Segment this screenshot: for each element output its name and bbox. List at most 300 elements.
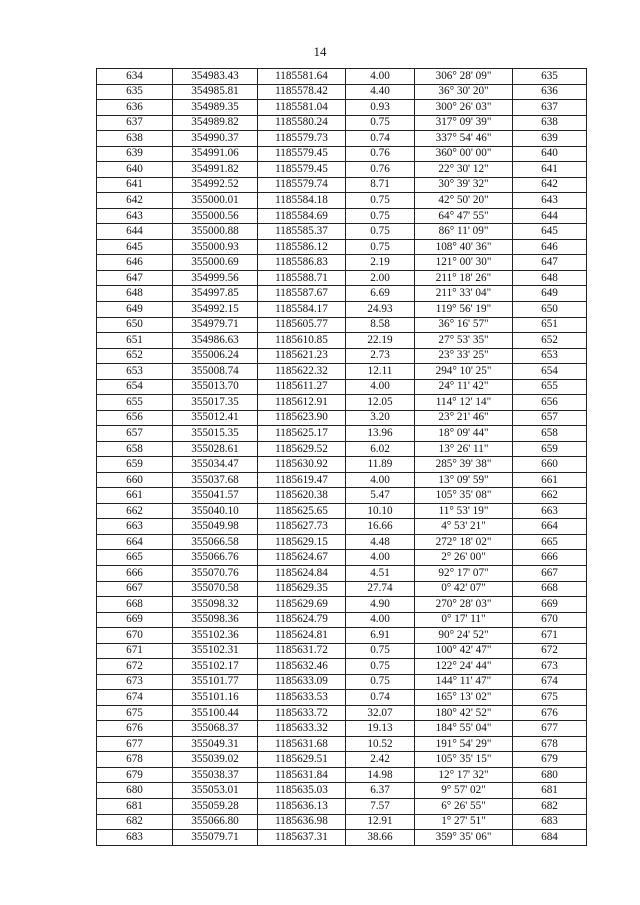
bearing-cell: 180° 42' 52" <box>415 705 513 721</box>
distance-cell: 2.00 <box>346 270 415 286</box>
next-point-cell: 682 <box>513 798 587 814</box>
distance-cell: 0.75 <box>346 674 415 690</box>
next-point-cell: 645 <box>513 224 587 240</box>
point-number-cell: 681 <box>97 798 173 814</box>
y-coordinate-cell: 1185632.46 <box>258 659 346 675</box>
y-coordinate-cell: 1185581.04 <box>258 100 346 116</box>
x-coordinate-cell: 355070.58 <box>173 581 258 597</box>
distance-cell: 6.69 <box>346 286 415 302</box>
table-row <box>97 115 587 131</box>
next-point-cell: 651 <box>513 317 587 333</box>
next-point-cell: 638 <box>513 115 587 131</box>
y-coordinate-cell: 1185629.51 <box>258 752 346 768</box>
table-row <box>97 410 587 426</box>
point-number-cell: 659 <box>97 457 173 473</box>
bearing-cell: 359° 35' 06" <box>415 830 513 846</box>
distance-cell: 27.74 <box>346 581 415 597</box>
next-point-cell: 670 <box>513 612 587 628</box>
point-number-cell: 641 <box>97 177 173 193</box>
bearing-cell: 270° 28' 03" <box>415 597 513 613</box>
point-number-cell: 667 <box>97 581 173 597</box>
x-coordinate-cell: 355059.28 <box>173 798 258 814</box>
table-row <box>97 301 587 317</box>
point-number-cell: 650 <box>97 317 173 333</box>
bearing-cell: 121° 00' 30" <box>415 255 513 271</box>
table-row <box>97 193 587 209</box>
y-coordinate-cell: 1185625.17 <box>258 426 346 442</box>
x-coordinate-cell: 354985.81 <box>173 84 258 100</box>
distance-cell: 7.57 <box>346 798 415 814</box>
y-coordinate-cell: 1185586.83 <box>258 255 346 271</box>
distance-cell: 0.75 <box>346 643 415 659</box>
point-number-cell: 649 <box>97 301 173 317</box>
next-point-cell: 635 <box>513 69 587 85</box>
bearing-cell: 211° 18' 26" <box>415 270 513 286</box>
x-coordinate-cell: 355101.16 <box>173 690 258 706</box>
bearing-cell: 272° 18' 02" <box>415 534 513 550</box>
table-row <box>97 162 587 178</box>
y-coordinate-cell: 1185579.45 <box>258 146 346 162</box>
y-coordinate-cell: 1185624.79 <box>258 612 346 628</box>
table-row <box>97 767 587 783</box>
table-row <box>97 333 587 349</box>
bearing-cell: 6° 26' 55" <box>415 798 513 814</box>
distance-cell: 2.19 <box>346 255 415 271</box>
next-point-cell: 671 <box>513 628 587 644</box>
table-row <box>97 84 587 100</box>
x-coordinate-cell: 355037.68 <box>173 472 258 488</box>
x-coordinate-cell: 354979.71 <box>173 317 258 333</box>
distance-cell: 0.75 <box>346 115 415 131</box>
point-number-cell: 634 <box>97 69 173 85</box>
x-coordinate-cell: 355000.01 <box>173 193 258 209</box>
distance-cell: 12.11 <box>346 364 415 380</box>
point-number-cell: 656 <box>97 410 173 426</box>
distance-cell: 11.89 <box>346 457 415 473</box>
table-row <box>97 597 587 613</box>
point-number-cell: 662 <box>97 503 173 519</box>
point-number-cell: 655 <box>97 395 173 411</box>
bearing-cell: 64° 47' 55" <box>415 208 513 224</box>
distance-cell: 4.40 <box>346 84 415 100</box>
distance-cell: 8.58 <box>346 317 415 333</box>
distance-cell: 6.37 <box>346 783 415 799</box>
table-row <box>97 146 587 162</box>
point-number-cell: 647 <box>97 270 173 286</box>
bearing-cell: 122° 24' 44" <box>415 659 513 675</box>
point-number-cell: 645 <box>97 239 173 255</box>
table-row <box>97 441 587 457</box>
next-point-cell: 662 <box>513 488 587 504</box>
bearing-cell: 42° 50' 20" <box>415 193 513 209</box>
distance-cell: 0.74 <box>346 690 415 706</box>
bearing-cell: 90° 24' 52" <box>415 628 513 644</box>
bearing-cell: 36° 16' 57" <box>415 317 513 333</box>
table-row <box>97 426 587 442</box>
x-coordinate-cell: 355015.35 <box>173 426 258 442</box>
point-number-cell: 677 <box>97 736 173 752</box>
y-coordinate-cell: 1185627.73 <box>258 519 346 535</box>
distance-cell: 4.00 <box>346 69 415 85</box>
point-number-cell: 676 <box>97 721 173 737</box>
point-number-cell: 635 <box>97 84 173 100</box>
point-number-cell: 648 <box>97 286 173 302</box>
distance-cell: 10.10 <box>346 503 415 519</box>
bearing-cell: 211° 33' 04" <box>415 286 513 302</box>
next-point-cell: 677 <box>513 721 587 737</box>
point-number-cell: 663 <box>97 519 173 535</box>
x-coordinate-cell: 354992.52 <box>173 177 258 193</box>
next-point-cell: 656 <box>513 395 587 411</box>
next-point-cell: 642 <box>513 177 587 193</box>
table-row <box>97 581 587 597</box>
point-number-cell: 683 <box>97 830 173 846</box>
bearing-cell: 300° 26' 03" <box>415 100 513 116</box>
distance-cell: 0.75 <box>346 239 415 255</box>
y-coordinate-cell: 1185635.03 <box>258 783 346 799</box>
bearing-cell: 9° 57' 02" <box>415 783 513 799</box>
x-coordinate-cell: 355012.41 <box>173 410 258 426</box>
point-number-cell: 658 <box>97 441 173 457</box>
distance-cell: 12.91 <box>346 814 415 830</box>
next-point-cell: 641 <box>513 162 587 178</box>
next-point-cell: 639 <box>513 131 587 147</box>
table-row <box>97 814 587 830</box>
bearing-cell: 13° 09' 59" <box>415 472 513 488</box>
x-coordinate-cell: 355049.98 <box>173 519 258 535</box>
bearing-cell: 86° 11' 09" <box>415 224 513 240</box>
point-number-cell: 679 <box>97 767 173 783</box>
next-point-cell: 660 <box>513 457 587 473</box>
point-number-cell: 653 <box>97 364 173 380</box>
distance-cell: 0.75 <box>346 193 415 209</box>
x-coordinate-cell: 355070.76 <box>173 566 258 582</box>
bearing-cell: 23° 33' 25" <box>415 348 513 364</box>
x-coordinate-cell: 354989.35 <box>173 100 258 116</box>
y-coordinate-cell: 1185585.37 <box>258 224 346 240</box>
table-row <box>97 69 587 85</box>
table-row <box>97 472 587 488</box>
y-coordinate-cell: 1185588.71 <box>258 270 346 286</box>
y-coordinate-cell: 1185633.32 <box>258 721 346 737</box>
table-row <box>97 643 587 659</box>
table-row <box>97 255 587 271</box>
next-point-cell: 647 <box>513 255 587 271</box>
point-number-cell: 657 <box>97 426 173 442</box>
bearing-cell: 4° 53' 21" <box>415 519 513 535</box>
next-point-cell: 657 <box>513 410 587 426</box>
next-point-cell: 640 <box>513 146 587 162</box>
x-coordinate-cell: 355066.80 <box>173 814 258 830</box>
next-point-cell: 683 <box>513 814 587 830</box>
x-coordinate-cell: 354991.06 <box>173 146 258 162</box>
distance-cell: 3.20 <box>346 410 415 426</box>
next-point-cell: 679 <box>513 752 587 768</box>
bearing-cell: 317° 09' 39" <box>415 115 513 131</box>
x-coordinate-cell: 355068.37 <box>173 721 258 737</box>
x-coordinate-cell: 355102.17 <box>173 659 258 675</box>
table-row <box>97 488 587 504</box>
next-point-cell: 681 <box>513 783 587 799</box>
table-row <box>97 550 587 566</box>
point-number-cell: 672 <box>97 659 173 675</box>
next-point-cell: 637 <box>513 100 587 116</box>
next-point-cell: 649 <box>513 286 587 302</box>
distance-cell: 4.90 <box>346 597 415 613</box>
x-coordinate-cell: 354997.85 <box>173 286 258 302</box>
point-number-cell: 638 <box>97 131 173 147</box>
x-coordinate-cell: 354991.82 <box>173 162 258 178</box>
table-row <box>97 705 587 721</box>
y-coordinate-cell: 1185629.69 <box>258 597 346 613</box>
next-point-cell: 676 <box>513 705 587 721</box>
distance-cell: 2.42 <box>346 752 415 768</box>
x-coordinate-cell: 355098.36 <box>173 612 258 628</box>
y-coordinate-cell: 1185624.67 <box>258 550 346 566</box>
bearing-cell: 22° 30' 12" <box>415 162 513 178</box>
point-number-cell: 665 <box>97 550 173 566</box>
page-number: 14 <box>313 44 327 59</box>
bearing-cell: 23° 21' 46" <box>415 410 513 426</box>
table-row <box>97 224 587 240</box>
next-point-cell: 678 <box>513 736 587 752</box>
point-number-cell: 664 <box>97 534 173 550</box>
distance-cell: 13.96 <box>346 426 415 442</box>
x-coordinate-cell: 355006.24 <box>173 348 258 364</box>
point-number-cell: 674 <box>97 690 173 706</box>
x-coordinate-cell: 355049.31 <box>173 736 258 752</box>
y-coordinate-cell: 1185586.12 <box>258 239 346 255</box>
distance-cell: 5.47 <box>346 488 415 504</box>
point-number-cell: 673 <box>97 674 173 690</box>
y-coordinate-cell: 1185578.42 <box>258 84 346 100</box>
y-coordinate-cell: 1185630.92 <box>258 457 346 473</box>
distance-cell: 4.00 <box>346 550 415 566</box>
y-coordinate-cell: 1185622.32 <box>258 364 346 380</box>
point-number-cell: 670 <box>97 628 173 644</box>
bearing-cell: 285° 39' 38" <box>415 457 513 473</box>
x-coordinate-cell: 355013.70 <box>173 379 258 395</box>
next-point-cell: 669 <box>513 597 587 613</box>
x-coordinate-cell: 355000.56 <box>173 208 258 224</box>
bearing-cell: 30° 39' 32" <box>415 177 513 193</box>
y-coordinate-cell: 1185621.23 <box>258 348 346 364</box>
y-coordinate-cell: 1185633.09 <box>258 674 346 690</box>
table-row <box>97 457 587 473</box>
table-row <box>97 317 587 333</box>
x-coordinate-cell: 355017.35 <box>173 395 258 411</box>
next-point-cell: 664 <box>513 519 587 535</box>
table-row <box>97 674 587 690</box>
x-coordinate-cell: 355038.37 <box>173 767 258 783</box>
next-point-cell: 673 <box>513 659 587 675</box>
bearing-cell: 27° 53' 35" <box>415 333 513 349</box>
distance-cell: 4.51 <box>346 566 415 582</box>
next-point-cell: 650 <box>513 301 587 317</box>
distance-cell: 0.74 <box>346 131 415 147</box>
bearing-cell: 184° 55' 04" <box>415 721 513 737</box>
x-coordinate-cell: 355098.32 <box>173 597 258 613</box>
next-point-cell: 680 <box>513 767 587 783</box>
bearing-cell: 108° 40' 36" <box>415 239 513 255</box>
next-point-cell: 652 <box>513 333 587 349</box>
table-row <box>97 690 587 706</box>
next-point-cell: 655 <box>513 379 587 395</box>
table-row <box>97 736 587 752</box>
y-coordinate-cell: 1185633.72 <box>258 705 346 721</box>
next-point-cell: 661 <box>513 472 587 488</box>
x-coordinate-cell: 355041.57 <box>173 488 258 504</box>
bearing-cell: 12° 17' 32" <box>415 767 513 783</box>
table-row <box>97 395 587 411</box>
distance-cell: 0.75 <box>346 208 415 224</box>
point-number-cell: 651 <box>97 333 173 349</box>
table-row <box>97 348 587 364</box>
table-row <box>97 131 587 147</box>
y-coordinate-cell: 1185633.53 <box>258 690 346 706</box>
next-point-cell: 653 <box>513 348 587 364</box>
y-coordinate-cell: 1185587.67 <box>258 286 346 302</box>
next-point-cell: 674 <box>513 674 587 690</box>
x-coordinate-cell: 355102.31 <box>173 643 258 659</box>
next-point-cell: 667 <box>513 566 587 582</box>
point-number-cell: 678 <box>97 752 173 768</box>
y-coordinate-cell: 1185581.64 <box>258 69 346 85</box>
bearing-cell: 13° 26' 11" <box>415 441 513 457</box>
y-coordinate-cell: 1185579.74 <box>258 177 346 193</box>
bearing-cell: 337° 54' 46" <box>415 131 513 147</box>
y-coordinate-cell: 1185631.68 <box>258 736 346 752</box>
distance-cell: 24.93 <box>346 301 415 317</box>
bearing-cell: 0° 17' 11" <box>415 612 513 628</box>
point-number-cell: 682 <box>97 814 173 830</box>
x-coordinate-cell: 355101.77 <box>173 674 258 690</box>
bearing-cell: 144° 11' 47" <box>415 674 513 690</box>
distance-cell: 0.75 <box>346 224 415 240</box>
point-number-cell: 671 <box>97 643 173 659</box>
next-point-cell: 663 <box>513 503 587 519</box>
next-point-cell: 668 <box>513 581 587 597</box>
y-coordinate-cell: 1185631.84 <box>258 767 346 783</box>
table-row <box>97 830 587 846</box>
y-coordinate-cell: 1185636.13 <box>258 798 346 814</box>
y-coordinate-cell: 1185629.52 <box>258 441 346 457</box>
bearing-cell: 165° 13' 02" <box>415 690 513 706</box>
x-coordinate-cell: 355008.74 <box>173 364 258 380</box>
bearing-cell: 114° 12' 14" <box>415 395 513 411</box>
next-point-cell: 675 <box>513 690 587 706</box>
y-coordinate-cell: 1185629.35 <box>258 581 346 597</box>
x-coordinate-cell: 354986.63 <box>173 333 258 349</box>
y-coordinate-cell: 1185579.45 <box>258 162 346 178</box>
distance-cell: 0.76 <box>346 162 415 178</box>
table-row <box>97 270 587 286</box>
distance-cell: 12.05 <box>346 395 415 411</box>
bearing-cell: 11° 53' 19" <box>415 503 513 519</box>
y-coordinate-cell: 1185629.15 <box>258 534 346 550</box>
distance-cell: 14.98 <box>346 767 415 783</box>
point-number-cell: 640 <box>97 162 173 178</box>
distance-cell: 2.73 <box>346 348 415 364</box>
y-coordinate-cell: 1185620.38 <box>258 488 346 504</box>
bearing-cell: 306° 28' 09" <box>415 69 513 85</box>
table-row <box>97 239 587 255</box>
distance-cell: 4.00 <box>346 612 415 628</box>
bearing-cell: 360° 00' 00" <box>415 146 513 162</box>
point-number-cell: 680 <box>97 783 173 799</box>
point-number-cell: 639 <box>97 146 173 162</box>
point-number-cell: 652 <box>97 348 173 364</box>
distance-cell: 19.13 <box>346 721 415 737</box>
x-coordinate-cell: 355053.01 <box>173 783 258 799</box>
x-coordinate-cell: 355039.02 <box>173 752 258 768</box>
table-row <box>97 519 587 535</box>
table-row <box>97 379 587 395</box>
x-coordinate-cell: 354992.15 <box>173 301 258 317</box>
x-coordinate-cell: 355100.44 <box>173 705 258 721</box>
point-number-cell: 636 <box>97 100 173 116</box>
table-row <box>97 177 587 193</box>
table-row <box>97 659 587 675</box>
next-point-cell: 654 <box>513 364 587 380</box>
bearing-cell: 18° 09' 44" <box>415 426 513 442</box>
x-coordinate-cell: 354989.82 <box>173 115 258 131</box>
point-number-cell: 660 <box>97 472 173 488</box>
table-row <box>97 721 587 737</box>
point-number-cell: 668 <box>97 597 173 613</box>
next-point-cell: 665 <box>513 534 587 550</box>
x-coordinate-cell: 355034.47 <box>173 457 258 473</box>
x-coordinate-cell: 355000.88 <box>173 224 258 240</box>
y-coordinate-cell: 1185584.69 <box>258 208 346 224</box>
point-number-cell: 675 <box>97 705 173 721</box>
table-row <box>97 100 587 116</box>
y-coordinate-cell: 1185584.17 <box>258 301 346 317</box>
bearing-cell: 1° 27' 51" <box>415 814 513 830</box>
bearing-cell: 105° 35' 15" <box>415 752 513 768</box>
bearing-cell: 100° 42' 47" <box>415 643 513 659</box>
distance-cell: 6.91 <box>346 628 415 644</box>
point-number-cell: 669 <box>97 612 173 628</box>
y-coordinate-cell: 1185623.90 <box>258 410 346 426</box>
point-number-cell: 646 <box>97 255 173 271</box>
distance-cell: 10.52 <box>346 736 415 752</box>
x-coordinate-cell: 355066.76 <box>173 550 258 566</box>
distance-cell: 0.75 <box>346 659 415 675</box>
distance-cell: 4.00 <box>346 379 415 395</box>
bearing-cell: 24° 11' 42" <box>415 379 513 395</box>
distance-cell: 4.00 <box>346 472 415 488</box>
bearing-cell: 36° 30' 20" <box>415 84 513 100</box>
table-row <box>97 503 587 519</box>
y-coordinate-cell: 1185624.81 <box>258 628 346 644</box>
table-row <box>97 566 587 582</box>
x-coordinate-cell: 355079.71 <box>173 830 258 846</box>
distance-cell: 32.07 <box>346 705 415 721</box>
coordinates-table <box>96 68 587 846</box>
y-coordinate-cell: 1185579.73 <box>258 131 346 147</box>
y-coordinate-cell: 1185611.27 <box>258 379 346 395</box>
bearing-cell: 105° 35' 08" <box>415 488 513 504</box>
next-point-cell: 672 <box>513 643 587 659</box>
next-point-cell: 659 <box>513 441 587 457</box>
distance-cell: 4.48 <box>346 534 415 550</box>
table-row <box>97 612 587 628</box>
y-coordinate-cell: 1185580.24 <box>258 115 346 131</box>
next-point-cell: 646 <box>513 239 587 255</box>
distance-cell: 0.93 <box>346 100 415 116</box>
y-coordinate-cell: 1185625.65 <box>258 503 346 519</box>
